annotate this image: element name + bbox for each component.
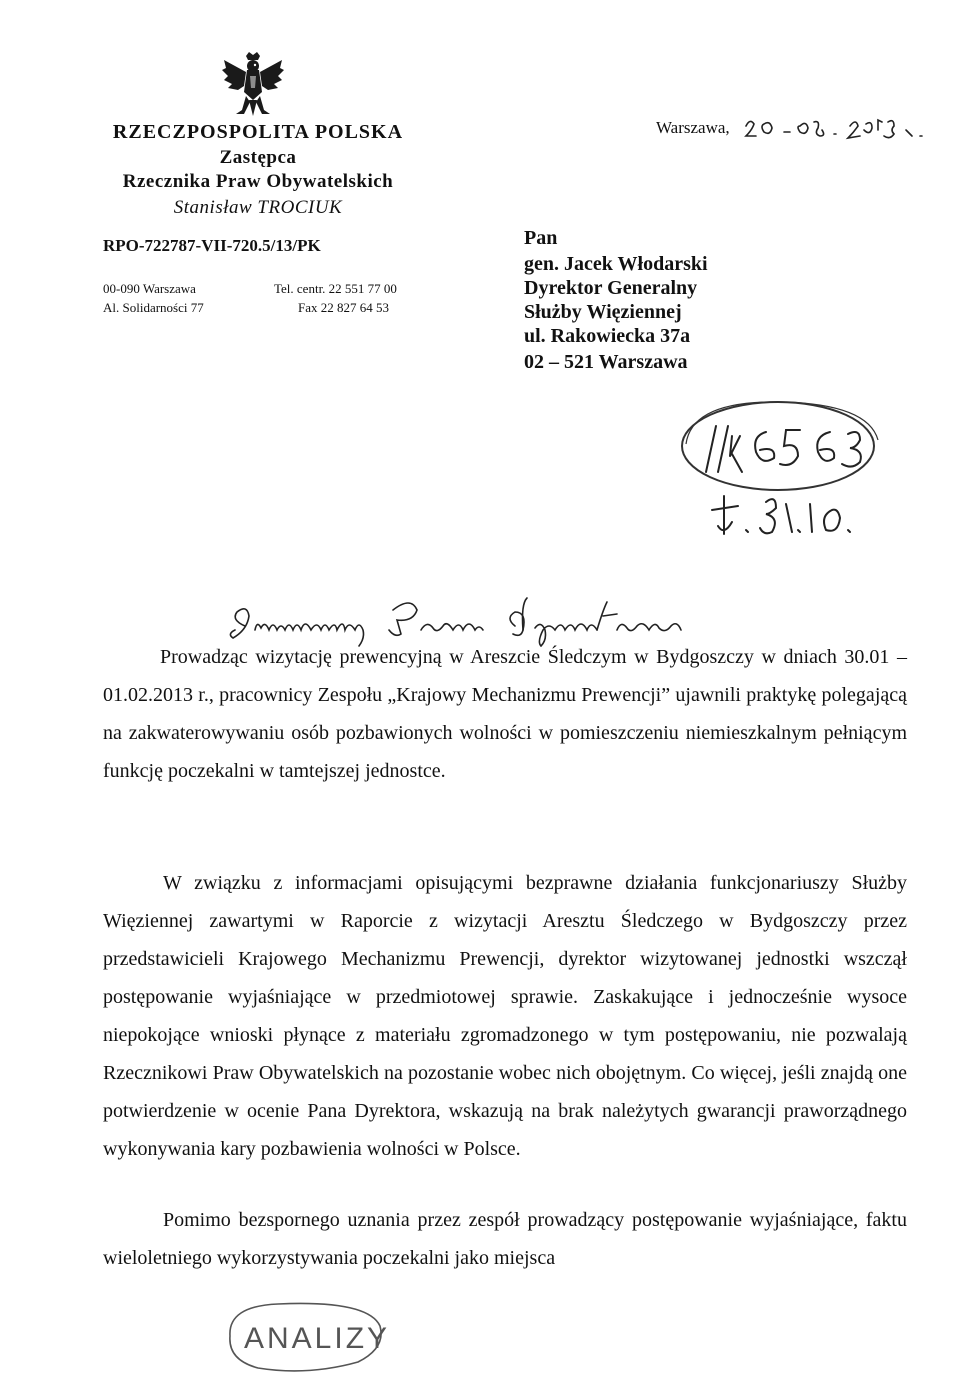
sender-name: Stanisław TROCIUK xyxy=(173,197,343,218)
analizy-stamp-text: ANALIZY xyxy=(244,1322,390,1355)
sender-address-street: Al. Solidarności 77 xyxy=(103,300,204,315)
sender-role: Zastępca xyxy=(219,147,297,168)
recipient-organization: Służby Więziennej xyxy=(524,301,682,323)
analizy-stamp xyxy=(218,1296,390,1378)
recipient-street: ul. Rakowiecka 37a xyxy=(524,325,691,347)
sender-country: RZECZPOSPOLITA POLSKA xyxy=(112,121,404,143)
handwritten-date xyxy=(742,108,932,148)
sender-institution: Rzecznika Praw Obywatelskich xyxy=(122,171,394,192)
body-paragraph-2: W związku z informacjami opisującymi bezprawne działania funkcjonariuszy Służby Więziennej zawartymi w Raporcie z wizytacji Aresztu Śledczego w Bydgoszczy przez przedstawicieli Krajowego Mechanizmu Prewencji, dyrektor wizytowanej jednostki wszczął postępowanie wyjaśniające w przedmiotowej sprawie. Zaskakujące i jednocześnie wysoce niepokojące wnioski płynące z materiału zgromadzonego w tym postępowaniu, nie pozwalają Rzecznikowi Praw Obywatelskich na pozostanie wobec nich obojętnym. Co więcej, jeśli znajdą one potwierdzenie w ocenie Pana Dyrektora, wskazują na brak należytych gwarancji praworządnego wykonywania kary pozbawienia wolności w Polsce. xyxy=(103,872,907,1160)
polish-eagle-emblem-icon xyxy=(222,52,284,118)
sender-fax: Fax 22 827 64 53 xyxy=(298,300,389,315)
body-paragraph-3: Pomimo bezspornego uznania przez zespół prowadzący postępowanie wyjaśniające, faktu wieloletniego wykorzystywania poczekalni jako miejsca xyxy=(103,1209,907,1269)
registration-stamp xyxy=(672,386,892,546)
recipient-salutation: Pan xyxy=(524,227,558,249)
recipient-postal-city: 02 – 521 Warszawa xyxy=(524,351,688,373)
recipient-title: Dyrektor Generalny xyxy=(524,277,698,299)
recipient-name: gen. Jacek Włodarski xyxy=(524,253,708,275)
case-reference: RPO-722787-VII-720.5/13/PK xyxy=(103,236,321,255)
body-paragraph-1: Prowadząc wizytację prewencyjną w Areszcie Śledczym w Bydgoszczy w dniach 30.01 – 01.02.2013 r., pracownicy Zespołu „Krajowy Mechanizmu Prewencji” ujawnili praktykę polegającą na zakwaterowywaniu osób pozbawionych wolności w pomieszczeniu niemieszkalnym pełniącym funkcję poczekalni w tamtejszej jednostce. xyxy=(103,646,907,782)
sender-address-postal: 00-090 Warszawa xyxy=(103,281,196,296)
letter-city: Warszawa, xyxy=(656,118,730,137)
sender-phone: Tel. centr. 22 551 77 00 xyxy=(274,281,397,296)
